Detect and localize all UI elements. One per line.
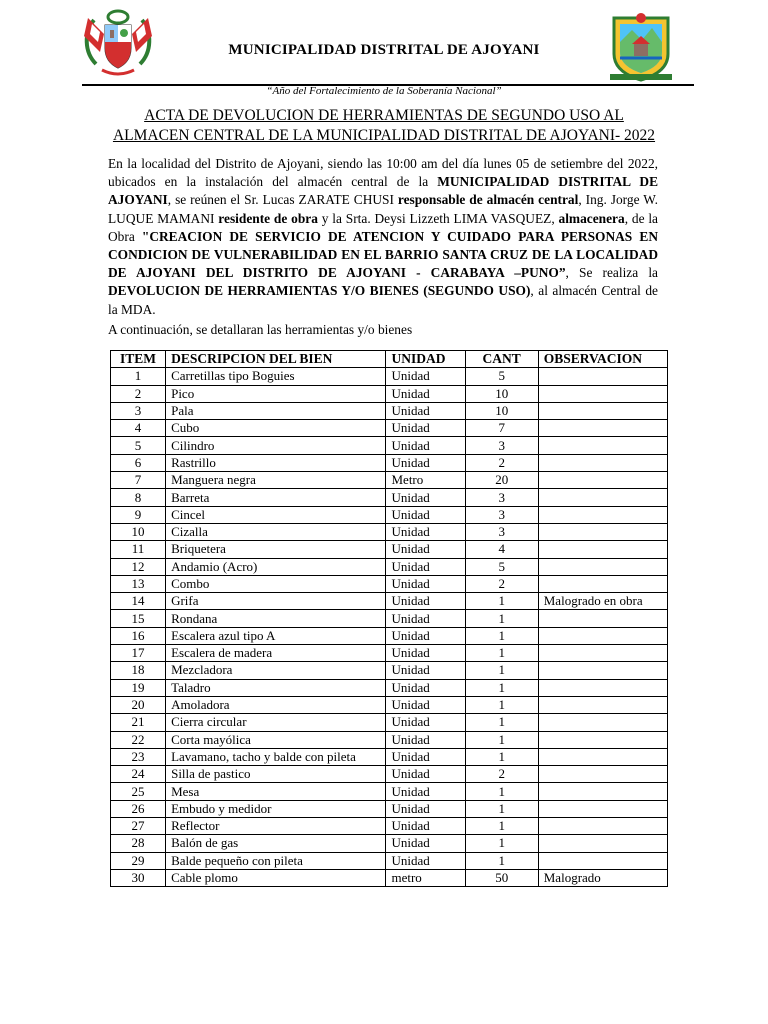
column-header-observation: OBSERVACION (538, 351, 667, 368)
cell-observation (538, 610, 667, 627)
cell-observation (538, 852, 667, 869)
cell-description: Grifa (166, 593, 386, 610)
cell-item: 22 (111, 731, 166, 748)
cell-quantity: 1 (465, 818, 538, 835)
cell-item: 2 (111, 385, 166, 402)
intro-paragraph (108, 155, 658, 319)
cell-description: Combo (166, 575, 386, 592)
cell-description: Pala (166, 402, 386, 419)
cell-unit: Unidad (386, 454, 465, 471)
continuation-text: A continuación, se detallaran las herramientas y/o bienes (108, 322, 413, 337)
cell-observation (538, 627, 667, 644)
cell-quantity: 1 (465, 852, 538, 869)
cell-observation (538, 731, 667, 748)
cell-item: 6 (111, 454, 166, 471)
cell-description: Cizalla (166, 523, 386, 540)
cell-item: 11 (111, 541, 166, 558)
cell-item: 3 (111, 402, 166, 419)
table-row (111, 593, 668, 610)
intro-bold-text: responsable de almacén central (397, 192, 579, 208)
cell-description: Rastrillo (166, 454, 386, 471)
cell-description: Rondana (166, 610, 386, 627)
table-row (111, 506, 668, 523)
cell-observation (538, 385, 667, 402)
cell-unit: Unidad (386, 679, 465, 696)
cell-unit: Unidad (386, 748, 465, 765)
cell-observation (538, 696, 667, 713)
cell-observation (538, 679, 667, 696)
table-row (111, 523, 668, 540)
cell-unit: Unidad (386, 800, 465, 817)
cell-quantity: 1 (465, 731, 538, 748)
cell-quantity: 1 (465, 714, 538, 731)
cell-unit: Unidad (386, 696, 465, 713)
cell-quantity: 10 (465, 385, 538, 402)
cell-unit: Unidad (386, 541, 465, 558)
document-title-line-1: ACTA DE DEVOLUCION DE HERRAMIENTAS DE SEGUNDO USO AL (144, 107, 624, 124)
table-row (111, 489, 668, 506)
table-row (111, 869, 668, 886)
cell-quantity: 1 (465, 593, 538, 610)
cell-item: 8 (111, 489, 166, 506)
cell-unit: Unidad (386, 506, 465, 523)
table-row (111, 402, 668, 419)
cell-quantity: 1 (465, 662, 538, 679)
table-row (111, 835, 668, 852)
cell-unit: Unidad (386, 523, 465, 540)
cell-item: 29 (111, 852, 166, 869)
cell-quantity: 1 (465, 679, 538, 696)
document-title (96, 106, 672, 146)
cell-observation (538, 489, 667, 506)
cell-unit: Unidad (386, 593, 465, 610)
table-row (111, 385, 668, 402)
cell-item: 23 (111, 748, 166, 765)
cell-observation (538, 368, 667, 385)
table-row (111, 818, 668, 835)
cell-description: Cable plomo (166, 869, 386, 886)
intro-text: En la localidad del Distrito de Ajoyani, siendo las 10:00 am del día lunes 05 de setiembre del 2022, ubicados en la instalación del almacén central de la (108, 156, 658, 190)
cell-quantity: 3 (465, 437, 538, 454)
intro-bold-text: DEVOLUCION DE HERRAMIENTAS Y/O BIENES (SEGUNDO USO) (108, 283, 531, 299)
cell-observation (538, 437, 667, 454)
cell-unit: Unidad (386, 714, 465, 731)
cell-observation (538, 766, 667, 783)
cell-observation (538, 748, 667, 765)
cell-unit: Unidad (386, 437, 465, 454)
cell-quantity: 2 (465, 766, 538, 783)
cell-item: 15 (111, 610, 166, 627)
cell-observation (538, 541, 667, 558)
cell-quantity: 5 (465, 368, 538, 385)
cell-quantity: 2 (465, 454, 538, 471)
cell-unit: Metro (386, 472, 465, 489)
cell-quantity: 1 (465, 696, 538, 713)
cell-item: 9 (111, 506, 166, 523)
cell-observation (538, 800, 667, 817)
cell-unit: Unidad (386, 662, 465, 679)
cell-observation (538, 835, 667, 852)
cell-item: 5 (111, 437, 166, 454)
intro-text: , se reúnen el Sr. Lucas ZARATE CHUSI (167, 192, 398, 208)
cell-observation (538, 420, 667, 437)
cell-item: 4 (111, 420, 166, 437)
cell-item: 13 (111, 575, 166, 592)
cell-unit: Unidad (386, 731, 465, 748)
cell-unit: Unidad (386, 558, 465, 575)
cell-item: 10 (111, 523, 166, 540)
table-row (111, 852, 668, 869)
cell-unit: Unidad (386, 783, 465, 800)
cell-observation (538, 575, 667, 592)
cell-description: Escalera azul tipo A (166, 627, 386, 644)
cell-item: 30 (111, 869, 166, 886)
cell-description: Taladro (166, 679, 386, 696)
cell-unit: Unidad (386, 489, 465, 506)
cell-description: Embudo y medidor (166, 800, 386, 817)
cell-quantity: 2 (465, 575, 538, 592)
cell-quantity: 4 (465, 541, 538, 558)
cell-observation (538, 472, 667, 489)
cell-description: Reflector (166, 818, 386, 835)
table-row (111, 541, 668, 558)
table-row (111, 454, 668, 471)
cell-observation (538, 506, 667, 523)
cell-quantity: 1 (465, 610, 538, 627)
cell-unit: Unidad (386, 610, 465, 627)
cell-observation: Malogrado (538, 869, 667, 886)
cell-description: Carretillas tipo Boguies (166, 368, 386, 385)
column-header-description: DESCRIPCION DEL BIEN (166, 351, 386, 368)
cell-item: 16 (111, 627, 166, 644)
cell-description: Mesa (166, 783, 386, 800)
cell-unit: Unidad (386, 766, 465, 783)
items-table (110, 350, 668, 887)
cell-unit: Unidad (386, 402, 465, 419)
cell-description: Balde pequeño con pileta (166, 852, 386, 869)
cell-quantity: 1 (465, 800, 538, 817)
table-row (111, 627, 668, 644)
cell-observation (538, 783, 667, 800)
intro-text: , Se realiza la (565, 265, 658, 281)
cell-item: 14 (111, 593, 166, 610)
cell-observation (538, 662, 667, 679)
cell-item: 19 (111, 679, 166, 696)
cell-quantity: 1 (465, 627, 538, 644)
table-row (111, 558, 668, 575)
table-row (111, 472, 668, 489)
cell-quantity: 5 (465, 558, 538, 575)
cell-item: 21 (111, 714, 166, 731)
table-row (111, 766, 668, 783)
cell-description: Andamio (Acro) (166, 558, 386, 575)
table-row (111, 662, 668, 679)
table-row (111, 610, 668, 627)
cell-item: 12 (111, 558, 166, 575)
table-row (111, 437, 668, 454)
cell-unit: Unidad (386, 645, 465, 662)
cell-item: 7 (111, 472, 166, 489)
cell-quantity: 3 (465, 489, 538, 506)
cell-observation (538, 558, 667, 575)
cell-observation (538, 818, 667, 835)
table-row (111, 645, 668, 662)
cell-description: Mezcladora (166, 662, 386, 679)
intro-text: , al almacén Central de la MDA. (108, 283, 658, 317)
year-motto: “Año del Fortalecimiento de la Soberanía Nacional” (266, 85, 502, 97)
intro-text: , de la Obra (108, 210, 658, 244)
cell-item: 1 (111, 368, 166, 385)
intro-bold-text: MUNICIPALIDAD DISTRITAL DE AJOYANI (108, 174, 658, 208)
column-header-item: ITEM (111, 351, 166, 368)
cell-quantity: 20 (465, 472, 538, 489)
cell-description: Manguera negra (166, 472, 386, 489)
cell-description: Cierra circular (166, 714, 386, 731)
cell-description: Cincel (166, 506, 386, 523)
intro-bold-text: almacenera (558, 210, 625, 226)
cell-item: 25 (111, 783, 166, 800)
cell-description: Briquetera (166, 541, 386, 558)
cell-unit: metro (386, 869, 465, 886)
cell-description: Balón de gas (166, 835, 386, 852)
cell-description: Barreta (166, 489, 386, 506)
cell-observation (538, 523, 667, 540)
document-title-line-2: ALMACEN CENTRAL DE LA MUNICIPALIDAD DISTRITAL DE AJOYANI- 2022 (112, 127, 656, 144)
intro-bold-text: residente de obra (218, 210, 318, 226)
cell-unit: Unidad (386, 575, 465, 592)
column-header-unit: UNIDAD (386, 351, 465, 368)
cell-unit: Unidad (386, 385, 465, 402)
cell-quantity: 1 (465, 645, 538, 662)
cell-quantity: 1 (465, 748, 538, 765)
intro-text: , Ing. Jorge W. LUQUE MAMANI (108, 192, 658, 226)
cell-unit: Unidad (386, 835, 465, 852)
cell-description: Lavamano, tacho y balde con pileta (166, 748, 386, 765)
intro-text: y la Srta. Deysi Lizzeth LIMA VASQUEZ, (317, 210, 559, 226)
cell-quantity: 10 (465, 402, 538, 419)
cell-observation (538, 645, 667, 662)
table-row (111, 679, 668, 696)
table-row (111, 800, 668, 817)
cell-item: 24 (111, 766, 166, 783)
cell-quantity: 1 (465, 783, 538, 800)
peru-coat-of-arms-icon (78, 8, 158, 80)
cell-quantity: 50 (465, 869, 538, 886)
cell-quantity: 7 (465, 420, 538, 437)
cell-description: Amoladora (166, 696, 386, 713)
cell-quantity: 3 (465, 506, 538, 523)
ajoyani-shield-icon (606, 12, 676, 82)
cell-item: 20 (111, 696, 166, 713)
table-row (111, 783, 668, 800)
cell-item: 28 (111, 835, 166, 852)
table-row (111, 731, 668, 748)
cell-item: 17 (111, 645, 166, 662)
cell-item: 26 (111, 800, 166, 817)
cell-observation (538, 402, 667, 419)
cell-observation: Malogrado en obra (538, 593, 667, 610)
cell-unit: Unidad (386, 852, 465, 869)
table-row (111, 714, 668, 731)
cell-item: 18 (111, 662, 166, 679)
cell-unit: Unidad (386, 368, 465, 385)
column-header-quantity: CANT (465, 351, 538, 368)
cell-observation (538, 454, 667, 471)
intro-bold-text: "CREACION DE SERVICIO DE ATENCION Y CUIDADO PARA PERSONAS EN CONDICION DE VULNERABILIDAD EN EL BARRIO SANTA CRUZ DE LA LOCALIDAD DE AJOYANI DEL DISTRITO DE AJOYANI - CARABAYA –PUNO” (108, 228, 658, 281)
cell-description: Cilindro (166, 437, 386, 454)
table-header-row (111, 351, 668, 368)
cell-observation (538, 714, 667, 731)
header-title: MUNICIPALIDAD DISTRITAL DE AJOYANI (228, 42, 540, 58)
cell-unit: Unidad (386, 420, 465, 437)
table-row (111, 748, 668, 765)
table-row (111, 368, 668, 385)
cell-quantity: 1 (465, 835, 538, 852)
cell-quantity: 3 (465, 523, 538, 540)
cell-unit: Unidad (386, 818, 465, 835)
table-row (111, 696, 668, 713)
cell-unit: Unidad (386, 627, 465, 644)
cell-item: 27 (111, 818, 166, 835)
cell-description: Corta mayólica (166, 731, 386, 748)
cell-description: Cubo (166, 420, 386, 437)
table-row (111, 575, 668, 592)
cell-description: Silla de pastico (166, 766, 386, 783)
table-row (111, 420, 668, 437)
cell-description: Escalera de madera (166, 645, 386, 662)
cell-description: Pico (166, 385, 386, 402)
